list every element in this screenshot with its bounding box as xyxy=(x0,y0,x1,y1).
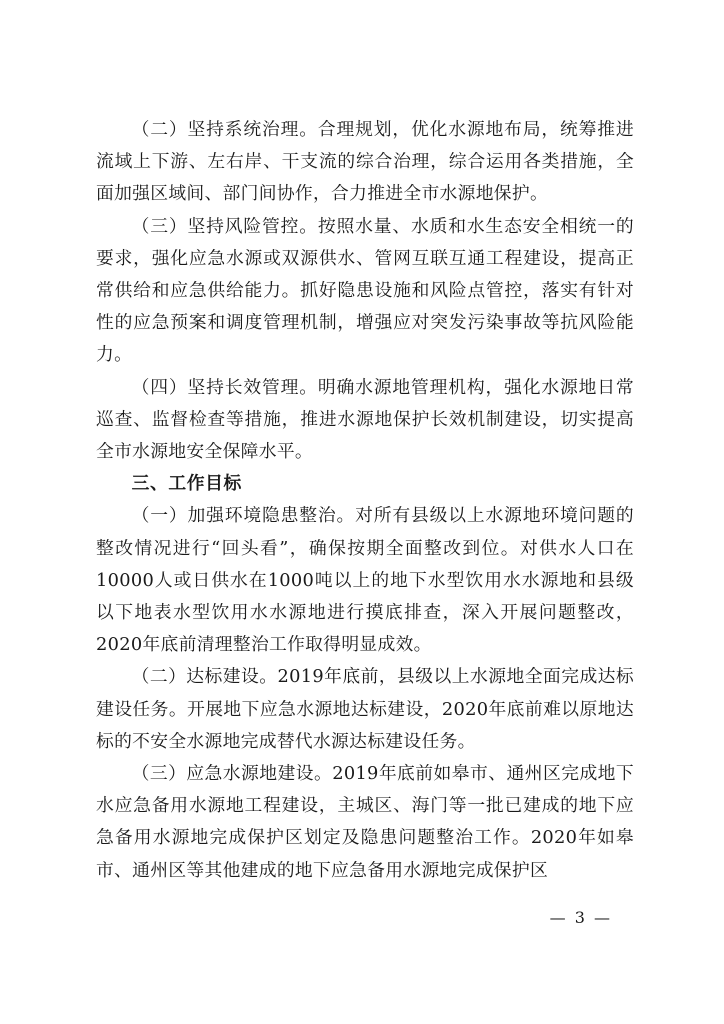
page-number: — 3 — xyxy=(549,908,612,927)
paragraph-standard-construction: （二）达标建设。2019年底前，县级以上水源地全面完成达标建设任务。开展地下应急水源地达标建设，2020年底前难以原地达标的不安全水源地完成替代水源达标建设任务。 xyxy=(96,666,634,752)
section-heading-work-goals: 三、工作目标 xyxy=(131,473,242,495)
paragraph-environmental-hazard-remediation: （一）加强环境隐患整治。对所有县级以上水源地环境问题的整改情况进行“回头看”，确保按期全面整改到位。对供水人口在10000人或日供水在1000吨以上的地下水型饮用水水源地和县级以下地表水型饮用水水源地进行摸底排查，深入开展问题整改，2020年底前清理整治工作取得明显成效。 xyxy=(96,505,634,656)
paragraph-emergency-water-source: （三）应急水源地建设。2019年底前如皋市、通州区完成地下水应急备用水源地工程建设，主城区、海门等一批已建成的地下应急备用水源地完成保护区划定及隐患问题整治工作。2020年如皋市、通州区等其他建成的地下应急备用水源地完成保护区 xyxy=(96,763,634,881)
document-body xyxy=(96,114,634,887)
paragraph-risk-control: （三）坚持风险管控。按照水量、水质和水生态安全相统一的要求，强化应急水源或双源供水、管网互联互通工程建设，提高正常供给和应急供给能力。抓好隐患设施和风险点管控，落实有针对性的应急预案和调度管理机制，增强应对突发污染事故等抗风险能力。 xyxy=(96,215,634,366)
paragraph-system-governance: （二）坚持系统治理。合理规划，优化水源地布局，统筹推进流域上下游、左右岸、干支流的综合治理，综合运用各类措施，全面加强区域间、部门间协作，合力推进全市水源地保护。 xyxy=(96,119,634,205)
paragraph-long-term-management: （四）坚持长效管理。明确水源地管理机构，强化水源地日常巡查、监督检查等措施，推进水源地保护长效机制建设，切实提高全市水源地安全保障水平。 xyxy=(96,376,634,463)
